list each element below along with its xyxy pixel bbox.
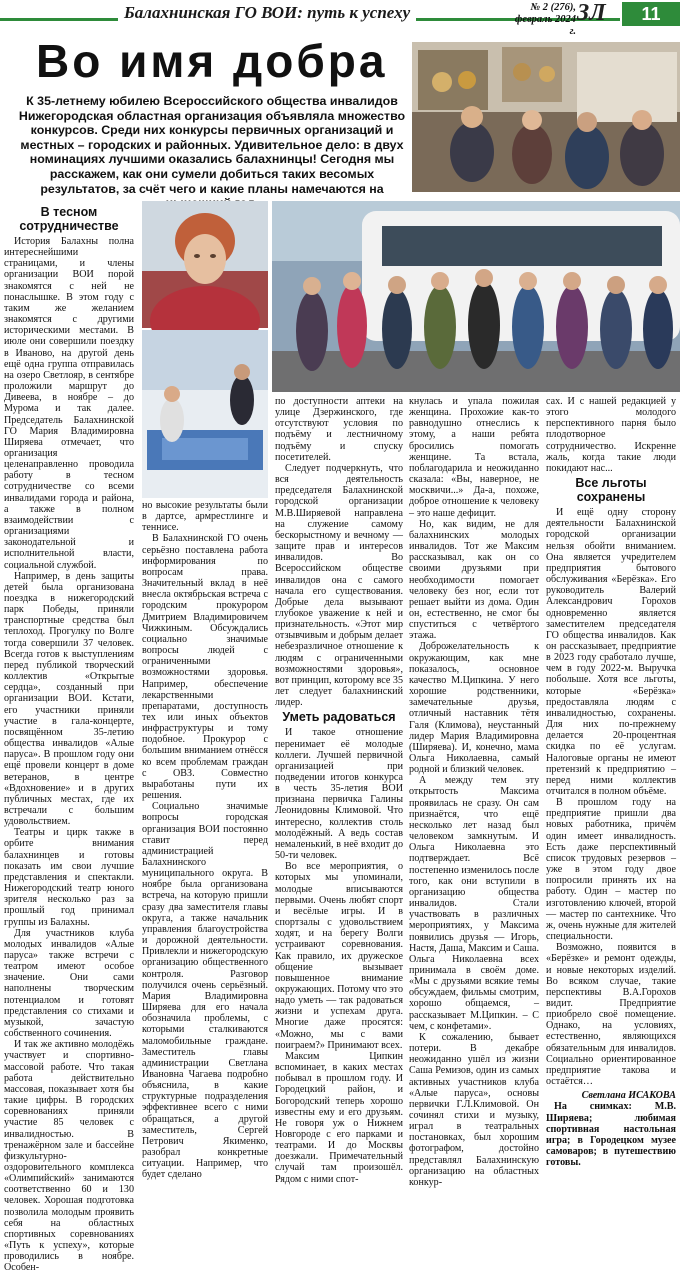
paragraph: Театры и цирк также в орбите внимания балахнинцев и готовы показать им свои лучшие представления и спектакли. Нижегородский театр юного зрителя несколько раз за прошлый год принимал группы из Балахны.: [4, 827, 134, 928]
subheading-rejoice: Уметь радоваться: [282, 710, 396, 725]
paragraph: В прошлом году на предприятие пришли два новых работника, причём один имеет инвалидность. Есть даже перспективный список трудовых резервов – уже в этом году двое попросили принять их на работу. Один – мастер по изготовлению ключей, второй — мастер по сантехнике. Что ж, очень нужные для жителей специальности.: [546, 797, 676, 943]
section-title: Балахнинская ГО ВОИ: путь к успеху: [118, 3, 416, 23]
paragraph: Но, как видим, не для балахнинских молодых инвалидов. Тот же Максим рассказывал, как он со своими друзьями при необходимости помогает человеку без ног, если тот решает выйти из дома. Один он, естественно, не смог бы спуститься с четвёртого этажа.: [409, 518, 539, 642]
column-1: [4, 203, 134, 1274]
page-number: 11: [622, 2, 680, 26]
photo-shiryaeva-portrait: [142, 201, 268, 328]
issue-date: февраль 2024 г.: [514, 14, 576, 37]
column-2: [142, 500, 268, 1181]
paragraph: Доброжелательность к окружающим, как мне показалось, основное качество М.Ципкина. У него хорошие родственники, замечательные друзья, отличный наставник тётя Галя (Климова), неустанный лидер Мария Владимировна (Ширяева). И, конечно, мама Ольга Николаевна, самый родной и близкий человек.: [409, 641, 539, 776]
paragraph: В Балахнинской ГО очень серьёзно поставлена работа информирования по вопросам права. Значительный вклад в неё внесла октябрьская встреча с городским прокурором Дмитрием Владимировичем Чижкиным. Обсуждались социально значимые вопросы людей с ограниченными возможностями здоровья. Например, обеспечение лекарственными препаратами, доступность тех или иных объектов инфраструктуры и тому подобное. Прокурор с большим вниманием отнёсся ко всем проблемам граждан с ОВЗ. Совместно выработаны пути их решения.: [142, 533, 268, 802]
paragraph: Например, в день защиты детей была организована поездка в нижегородский парк Победы, приняли транспортные средства был теплоход. Прогулку по Волге тогда совершили 37 человек. Всегда готов к выступлениям перед публикой творческий коллектив «Открытые сердца», созданный при организации ВОИ. Кстати, его участники приняли участие в гала-концерте, посвящённом 35-летию общества инвалидов «Алые паруса». В прошлом году они ещё провели концерт в доме ветеранов, в центре «Вдохновение» и в других публичных местах, где их встречали с большим удовольствием.: [4, 570, 134, 828]
newspaper-logo: ЗЛ: [577, 0, 606, 26]
paragraph: И ещё одну сторону деятельности Балахнинской городской организации нельзя обойти вниманием. Она является учредителем предприятия бытового обслуживания «Берёзка». Его руководитель Валерий Александрович Горохов одновременно является заместителем председателя ГО общества инвалидов. Как он рассказывает, предприятие в 2023 году сработало лучше, чем в году 2022-м. Выручка побольше. Хотя все льготы, которые «Берёзка» предоставляла людям с инвалидностью, сохранены. Для них по-прежнему делается 20-процентная скидка по её услугам. Налоговые органы не имеют претензий к предприятию – перед ними коллектив отчитался в полном объёме.: [546, 507, 676, 797]
paragraph: И так же активно молодёжь участвует и спортивно-массовой работе. Что такая работа действительно массовая, показывает хотя бы такие цифры. В городских соревнованиях приняли участие 85 человек с инвалидностью. В тренажёрном зале и бассейне физкультурно-оздоровительного комплекса «Олимпийский» занимаются соответственно 60 и 130 человек. Хорошая подготовка позволила молодым проявить себя на областных спортивных соревнованиях «Путь к успеху», которые проводились в ноябре. Особен-: [4, 1039, 134, 1274]
subheading-cooperation: В тесном сотрудничестве: [19, 205, 119, 233]
article-title: Во имя добра: [36, 35, 388, 87]
paragraph: К сожалению, бывает потери. В декабре неожиданно ушёл из жизни Саша Ремизов, один из самых активных участников клуба «Алые паруса», основы первички Г.Л.Климовой. Он сочинял стихи и музыку, играл в театральных постановках, был хорошим фотографом, достойно представлял Балахнинскую организацию на областных конкур-: [409, 1031, 539, 1188]
photo-group-travel: [272, 201, 680, 392]
column-4: [409, 396, 539, 1188]
paragraph: кнулась и упала пожилая женщина. Прохожие как-то равнодушно отнеслись к этому, а наши ребята бросились помогать женщине. Та встала, поблагодарила и неожиданно сказала: «Вы, наверное, не москвичи...» Да-а, похоже, доброе отношение к человеку – это наше дефицит.: [409, 396, 539, 519]
photo-samovar-museum: [412, 42, 680, 192]
photo-table-game: [142, 330, 268, 498]
page-header: [0, 0, 680, 37]
issue-number: № 2 (276),: [530, 2, 576, 13]
paragraph: сах. И с нашей редакцией у этого молодого перспективного парня было плодотворное сотрудничество. Искренне жаль, когда такие люди покидают нас...: [546, 396, 676, 474]
paragraph: Во все мероприятия, о которых мы упоминали, молодые вписываются первыми. Очень любят спорт и весёлые игры. И в спортзалы с удовольствием ходят, и на берегу Волги устраивают соревнования. Как правило, их дружеское общение вызывает повышенное внимание окружающих. Потому что это надо уметь — так радоваться жизни и успехам друга. Многие даже просятся: «Можно, мы с вами поиграем?» Принимают всех.: [275, 861, 403, 1051]
paragraph: но высокие результаты были в дартсе, армрестлинге и теннисе.: [142, 500, 268, 534]
column-5: [546, 396, 676, 1168]
paragraph: Следует подчеркнуть, что вся деятельность председателя Балахнинской городской организации М.В.Ширяевой направлена на служение самому бескорыстному и вечному — защите прав и интересов инвалидов. Во Всероссийском обществе инвалидов она с самого начала его существования. Добрые дела вызывают глубокое уважение к ней и признательность. «Этот мир отзывчивым и добрым делает небезразличное отношение к людям с ограниченными возможностями здоровья», вот принцип, которому все 35 лет следует балахнинский лидер.: [275, 462, 403, 709]
paragraph: Социально значимые вопросы городская организация ВОИ постоянно ставит перед администрацией Балахнинского муниципального округа. В ноябре была организована встреча, на которую пришли сразу два заместителя главы округа, а также начальник управления благоустройства и дорожной деятельности. Привлекли и нижегородскую организацию общественного контроля. Разговор получился очень серьёзный. Мария Владимировна Ширяева для его начала обозначила проблемы, с которыми сталкиваются маломобильные граждане. Заместитель главы администрации Светлана Ивановна Чагаева подробно объяснила, в какие структурные подразделения эффективнее всего с ними обращаться, а другой заместитель, Сергей Петрович Якименко, разобрал конкретные ситуации. Например, что будет сделано: [142, 801, 268, 1181]
paragraph: И такое отношение перенимает её молодые коллеги. Лучшей первичной организацией при подведении итогов конкурса в честь 35-летия ВОИ признана первичка Галины Леонидовны Климовой. Что интересно, коллектив столь молодёжный. А ведь состав немаленький, в неё входит до 50-ти человек.: [275, 727, 403, 862]
paragraph: История Балахны полна интереснейшими страницами, и члены организации ВОИ порой знакомятся с ней не понаслышке. В этом году с таким же желанием знакомятся с другими историческими местами. В июле они совершили поездку в Иваново, на другой день ещё одна группа отправилась на озеро Светлояр, в сентябре проложили маршрут до Дивеева, в ноябре – до Мурома и так далее. Председатель Балахнинской ГО Мария Владимировна Ширяева отмечает, что организация целенаправленно проводила работу в тесном сотрудничестве со всеми инвалидами города и района, а также в полном взаимодействии с организациями законодательной и исполнительной власти, социальной службой.: [4, 236, 134, 571]
paragraph: Для участников клуба молодых инвалидов «Алые паруса» также встречи с театром имеют особое значение. Они сами наполнены творческим потенциалом и готовят представления со стихами и музыкой, зачастую собственного сочинения.: [4, 927, 134, 1040]
column-3: [275, 396, 403, 1185]
issue-info: [506, 2, 576, 38]
article-lead: К 35-летнему юбилею Всероссийского общества инвалидов Нижегородская областная организация объявляла множество конкурсов. Среди них конкурсы первичных организаций и местных – городских и районных. Удивительное дело: в двух номинациях лучшими оказались балахнинцы! Сегодня мы расскажем, как они сумели добиться таких весомых результатов, за счёт чего и какие планы намечаются на: [18, 94, 406, 196]
paragraph: по доступности аптеки на улице Дзержинского, где отсутствуют условия по подъёму и лестничному подъёму и спуску посетителей.: [275, 396, 403, 463]
paragraph: Возможно, появится в «Берёзке» и ремонт одежды, и новые некоторых изделий. Во всяком случае, такие перспективы В.А.Горохов видит. Предприятие приобрело своё помещение. Однако, на условиях, естественно, являющихся обязательным для инвалидов. Социально ориентированное предприятие такова и остаётся…: [546, 942, 676, 1088]
author-signature: Светлана ИСАКОВА: [581, 1090, 676, 1102]
paragraph: А между тем эту открытость Максима проявилась не сразу. Он сам признаётся, что ещё несколько лет назад был человеком замкнутым. И Ольга Николаевна это подтверждает. Всё постепенно изменилось после того, как они вступили в организацию общества инвалидов. Стали участвовать в различных мероприятиях, у Максима появились друзья — Игорь, Настя, Даша, Максим и Саша. Ольга Николаевна всех принимала в своём доме. «Мы с друзьями всякие темы обсуждаем, фильмы смотрим, хорошо общаемся, – рассказывает М.Ципкин. – С чем, с конфетами».: [409, 775, 539, 1032]
photo-caption: На снимках: М.В. Ширяева; любимая спортивная настольная игра; в Городецком музее самоваров; в путешествию готовы.: [546, 1101, 676, 1169]
subheading-benefits: Все льготы сохранены: [575, 476, 647, 505]
paragraph: Максим Ципкин вспоминает, в каких местах побывал в прошлом году. И Городецкий район, и Богородский теперь хорошо известны ему и его друзьям. Не говоря уж о Нижнем Новгороде с его парками и театрами. И до Москвы доезжали. Примечательный случай там произошёл. Рядом с ними спот-: [275, 1050, 403, 1185]
